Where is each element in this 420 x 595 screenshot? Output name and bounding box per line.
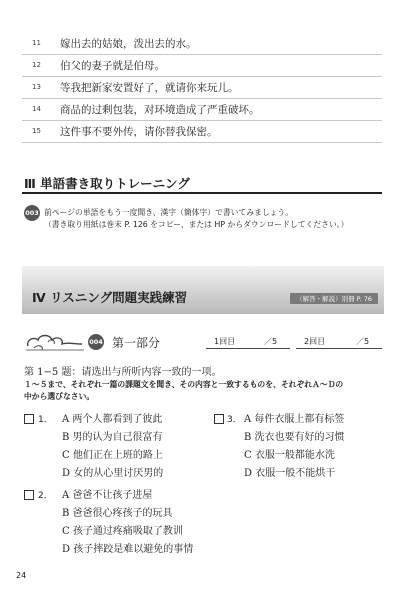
- option-d[interactable]: D 女的从心里讨厌男的: [62, 468, 164, 479]
- sentence-text: 伯父的妻子就是伯母。: [60, 60, 165, 72]
- part-title: 第一部分: [112, 336, 161, 350]
- option-d[interactable]: D 孩子摔跤是难以避免的事情: [62, 544, 194, 555]
- section-3-instruction-note: （書き取り用紙は巻末 P. 126 をコピー、または HP からダウンロードしてください。）: [44, 220, 349, 229]
- question-number: 3．: [227, 415, 242, 425]
- sentence-text: 商品的过剩包装，对环境造成了严重破坏。: [60, 104, 260, 116]
- sentence-text: 等我把新家安置好了，就请你来玩儿。: [60, 82, 239, 94]
- audio-track-badge[interactable]: 004: [88, 334, 104, 350]
- sentence-row: [22, 98, 382, 121]
- sentence-number: 14: [32, 105, 41, 113]
- answer-checkbox[interactable]: [24, 490, 34, 500]
- section-4-header: [22, 266, 384, 314]
- answer-checkbox[interactable]: [214, 414, 224, 424]
- option-a[interactable]: A 每件衣服上都有标签: [244, 414, 345, 425]
- instruction-japanese: １〜５まで、それぞれ一篇の課題文を聞き、その内容と一致するものを、それぞれＡ〜Ｄの: [24, 380, 344, 389]
- answer-reference-badge: （解答・解説）別冊 P. 76: [290, 293, 378, 304]
- score-max: ／5: [264, 337, 278, 346]
- option-b[interactable]: B 爸爸很心疼孩子的玩具: [62, 508, 173, 519]
- option-c[interactable]: C 孩子通过疼痛吸取了教训: [62, 526, 183, 537]
- audio-track-badge[interactable]: 003: [24, 205, 40, 221]
- answer-checkbox[interactable]: [24, 414, 34, 424]
- instruction-japanese-cont: 中から選びなさい。: [24, 392, 95, 401]
- option-a[interactable]: A 爸爸不让孩子进屋: [62, 490, 153, 501]
- option-c[interactable]: C 他们正在上班的路上: [62, 450, 163, 461]
- section-3-heading: Ⅲ 単語書き取りトレーニング: [24, 176, 190, 191]
- sentence-number: 12: [32, 61, 41, 69]
- sentence-row: [22, 76, 382, 99]
- section-3-instruction: 前ページの単語をもう一度聞き、漢字（簡体字）で書いてみましょう。: [44, 208, 294, 217]
- sentence-row: [22, 32, 382, 55]
- score-box-first[interactable]: [206, 332, 290, 349]
- sentence-row: [22, 120, 382, 143]
- sentence-text: 嫁出去的姑娘，泼出去的水。: [60, 38, 197, 50]
- score-label: 2回目: [304, 337, 326, 346]
- question-number: 2．: [38, 491, 53, 501]
- section-3-divider: [22, 192, 382, 194]
- option-a[interactable]: A 两个人都看到了彼此: [62, 414, 163, 425]
- sentence-number: 11: [32, 39, 41, 47]
- option-c[interactable]: C 衣服一般都能水洗: [244, 450, 335, 461]
- cloud-ornament-icon: [24, 330, 86, 354]
- sentence-number: 15: [32, 127, 41, 135]
- score-max: ／5: [356, 337, 370, 346]
- sentence-number: 13: [32, 83, 41, 91]
- sentence-text: 这件事不要外传，请你替我保密。: [60, 126, 218, 138]
- question-number: 1．: [38, 415, 53, 425]
- option-b[interactable]: B 洗衣也要有好的习惯: [244, 432, 345, 443]
- score-box-second[interactable]: [296, 332, 382, 349]
- score-label: 1回目: [214, 337, 236, 346]
- page-number: 24: [16, 571, 27, 580]
- option-b[interactable]: B 男的认为自己很富有: [62, 432, 163, 443]
- instruction-chinese: 第 1−5 题：请选出与所听内容一致的一项。: [24, 367, 222, 378]
- option-d[interactable]: D 衣服一般不能烘干: [244, 468, 336, 479]
- section-4-heading: Ⅳ リスニング問題実践練習: [32, 290, 188, 305]
- sentence-row: [22, 54, 382, 77]
